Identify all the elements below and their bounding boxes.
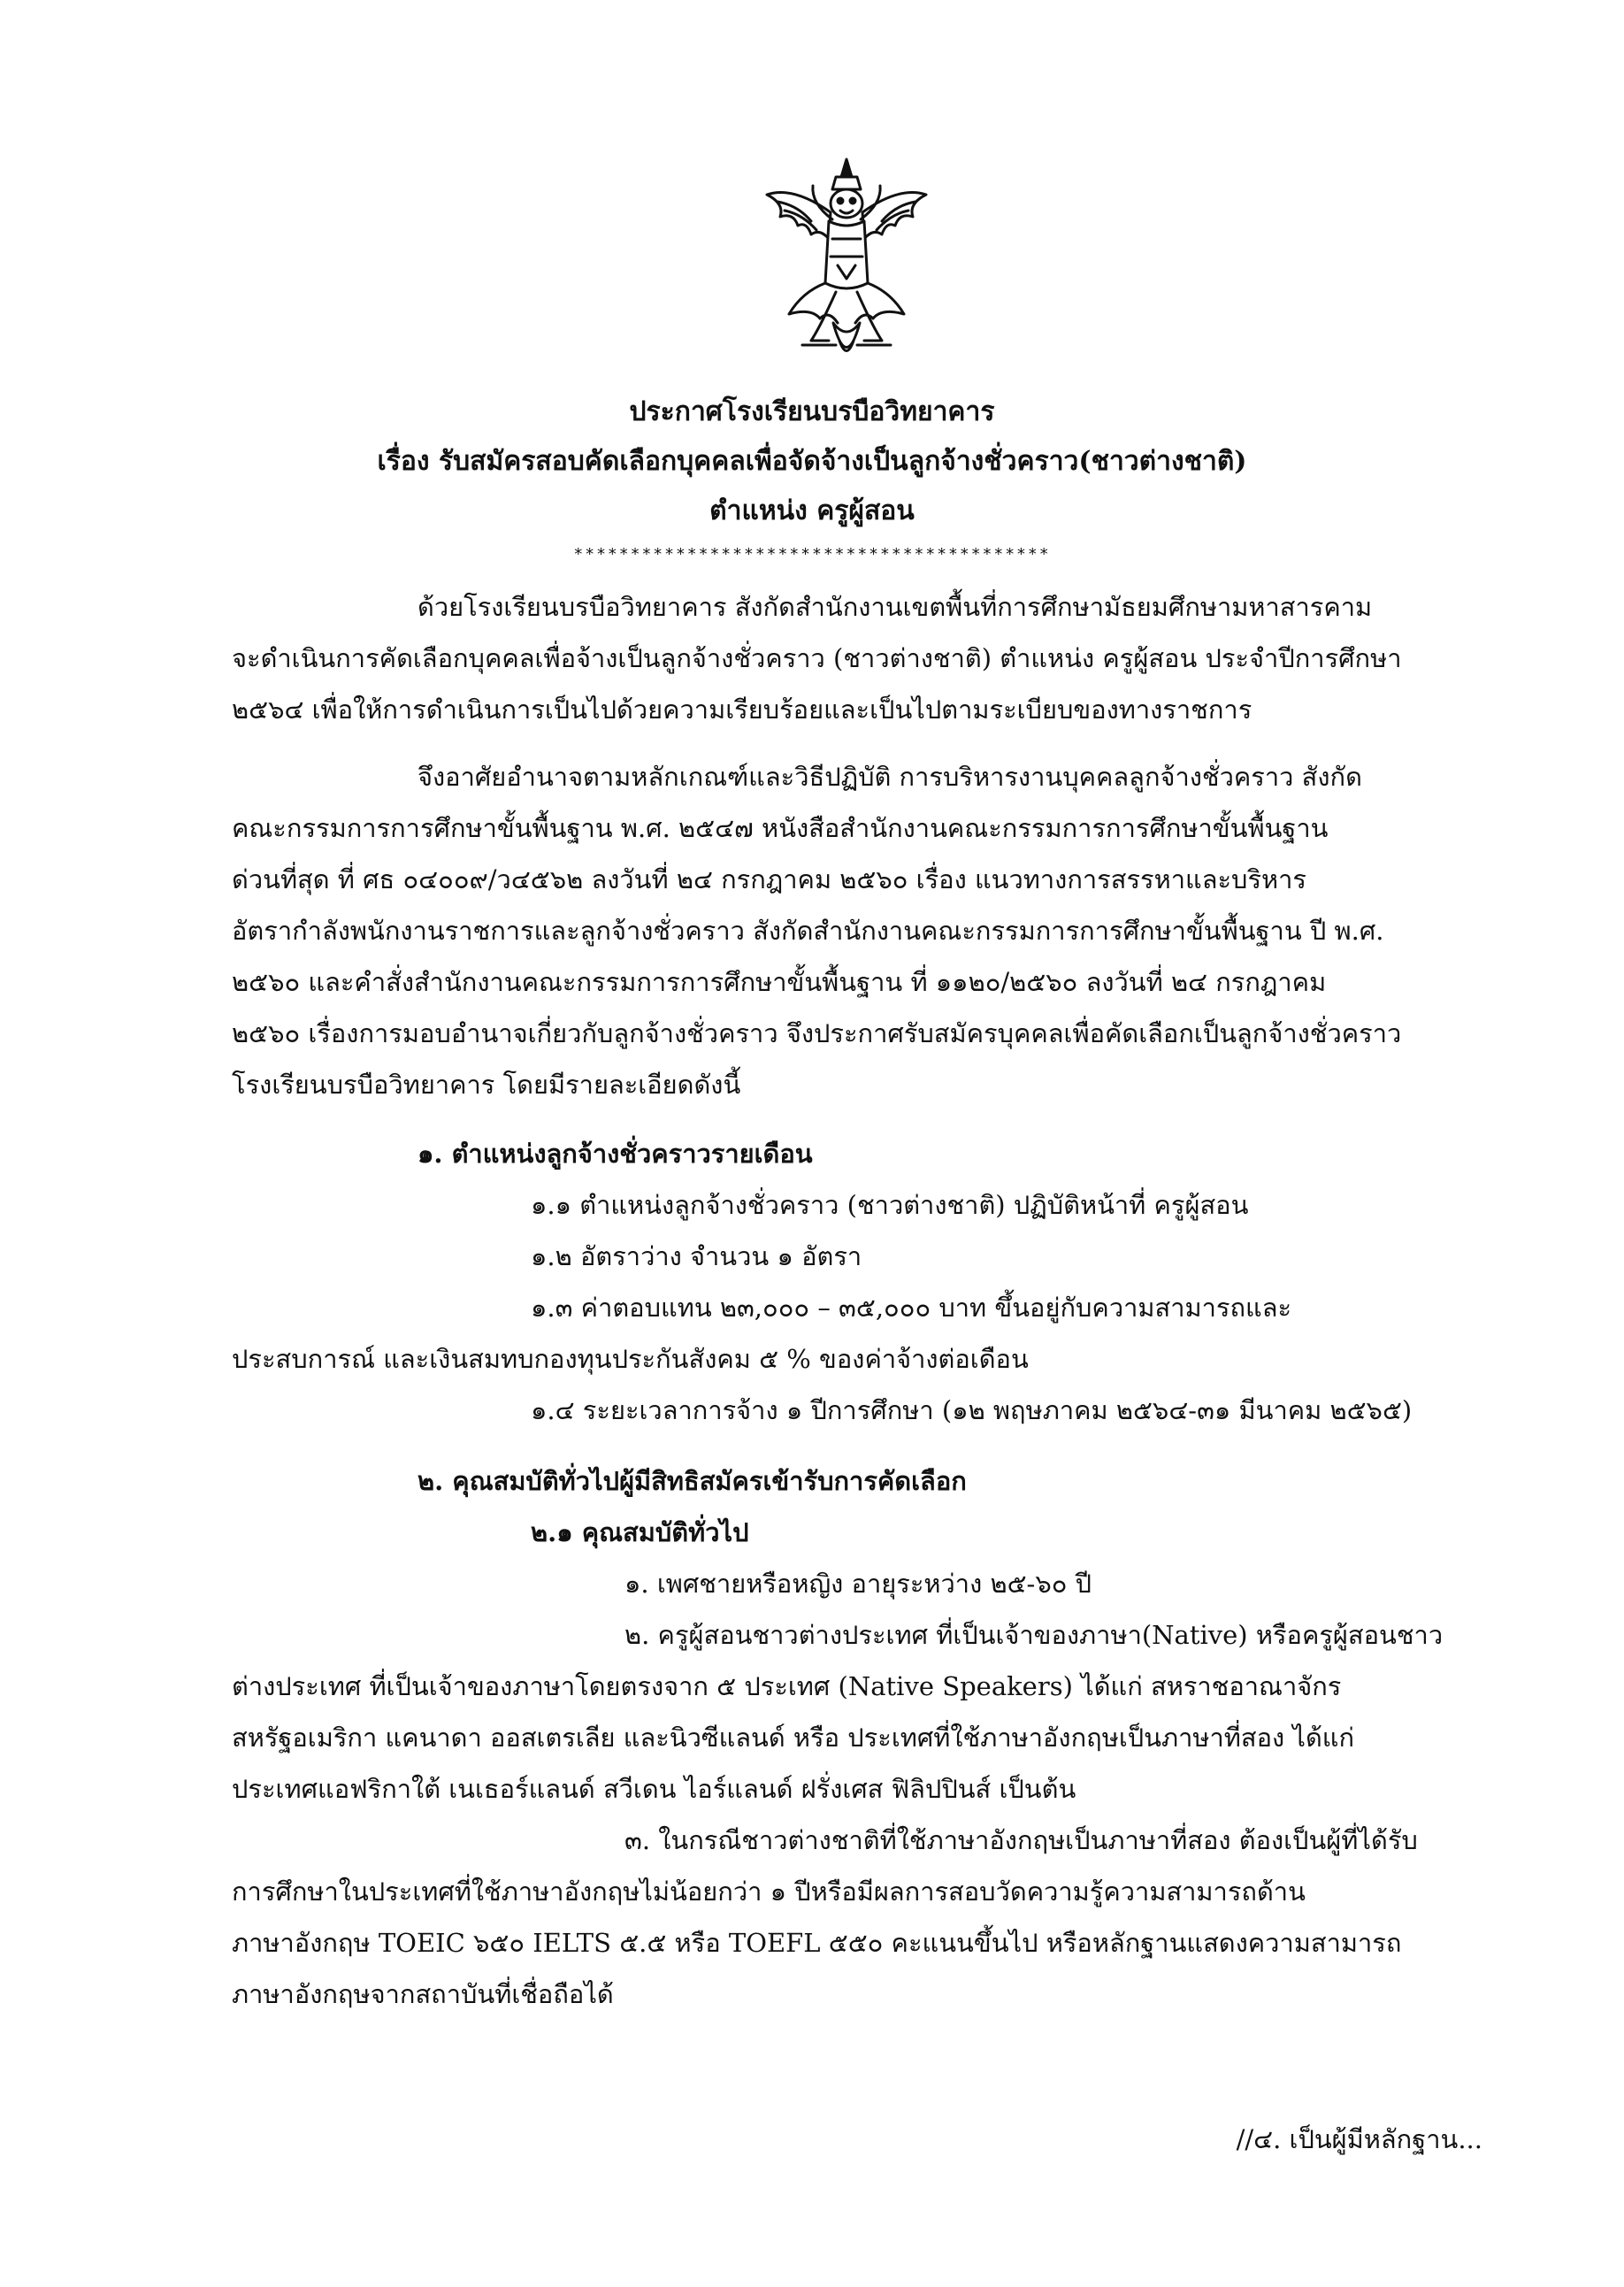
qualification-3-cont-2: ภาษาอังกฤษ TOEIC ๖๕๐ IELTS ๕.๕ หรือ TOEFL ๕๕๐ คะแนนขึ้นไป หรือหลักฐานแสดงความสามารถ bbox=[232, 1928, 1402, 1958]
authority-line-7: โรงเรียนบรบือวิทยาคาร โดยมีรายละเอียดดังนี้ bbox=[232, 1070, 741, 1100]
qualification-3-cont-3: ภาษาอังกฤษจากสถาบันที่เชื่อถือได้ bbox=[232, 1979, 614, 2009]
section-1-item-1: ๑.๑ ตำแหน่งลูกจ้างชั่วคราว (ชาวต่างชาติ) ปฏิบัติหน้าที่ ครูผู้สอน bbox=[531, 1190, 1249, 1220]
authority-line-3: ด่วนที่สุด ที่ ศธ ๐๔๐๐๙/ว๔๕๖๒ ลงวันที่ ๒๔ กรกฎาคม ๒๕๖๐ เรื่อง แนวทางการสรรหาและบริหาร bbox=[232, 864, 1306, 894]
qualification-2-cont-1: ต่างประเทศ ที่เป็นเจ้าของภาษาโดยตรงจาก ๕ ประเทศ (Native Speakers) ได้แก่ สหราชอาณาจักร bbox=[232, 1671, 1342, 1701]
continuation-note: //๔. เป็นผู้มีหลักฐาน... bbox=[1236, 2124, 1482, 2154]
garuda-emblem-icon bbox=[758, 150, 935, 380]
announcement-subject: เรื่อง รับสมัครสอบคัดเลือกบุคคลเพื่อจัดจ้างเป็นลูกจ้างชั่วคราว(ชาวต่างชาติ) bbox=[377, 446, 1247, 477]
intro-line-2: จะดำเนินการคัดเลือกบุคคลเพื่อจ้างเป็นลูกจ้างชั่วคราว (ชาวต่างชาติ) ตำแหน่ง ครูผู้สอน ประจำปีการศึกษา bbox=[232, 643, 1402, 673]
separator-line: ****************************************** bbox=[573, 545, 1051, 564]
authority-line-2: คณะกรรมการการศึกษาขั้นพื้นฐาน พ.ศ. ๒๕๔๗ หนังสือสำนักงานคณะกรรมการการศึกษาขั้นพื้นฐาน bbox=[232, 813, 1329, 843]
authority-line-5: ๒๕๖๐ และคำสั่งสำนักงานคณะกรรมการการศึกษาขั้นพื้นฐาน ที่ ๑๑๒๐/๒๕๖๐ ลงวันที่ ๒๔ กรกฎาคม bbox=[232, 967, 1327, 997]
section-1-item-3-cont: ประสบการณ์ และเงินสมทบกองทุนประกันสังคม ๕ % ของค่าจ้างต่อเดือน bbox=[232, 1344, 1029, 1374]
authority-line-6: ๒๕๖๐ เรื่องการมอบอำนาจเกี่ยวกับลูกจ้างชั่วคราว จึงประกาศรับสมัครบุคคลเพื่อคัดเลือกเป็นลูกจ้างชั่วคราว bbox=[232, 1018, 1402, 1048]
intro-line-1: ด้วยโรงเรียนบรบือวิทยาคาร สังกัดสำนักงานเขตพื้นที่การศึกษามัธยมศึกษามหาสารคาม bbox=[417, 592, 1373, 622]
section-1-item-3: ๑.๓ ค่าตอบแทน ๒๓,๐๐๐ – ๓๕,๐๐๐ บาท ขึ้นอยู่กับความสามารถและ bbox=[531, 1293, 1292, 1323]
qualification-3: ๓. ในกรณีชาวต่างชาติที่ใช้ภาษาอังกฤษเป็นภาษาที่สอง ต้องเป็นผู้ที่ได้รับ bbox=[624, 1825, 1418, 1855]
announcement-title: ประกาศโรงเรียนบรบือวิทยาคาร bbox=[629, 396, 995, 427]
section-1-item-2: ๑.๒ อัตราว่าง จำนวน ๑ อัตรา bbox=[531, 1241, 862, 1271]
section-1-heading: ๑. ตำแหน่งลูกจ้างชั่วคราวรายเดือน bbox=[417, 1139, 813, 1169]
intro-line-3: ๒๕๖๔ เพื่อให้การดำเนินการเป็นไปด้วยความเรียบร้อยและเป็นไปตามระเบียบของทางราชการ bbox=[232, 695, 1252, 725]
qualification-2-cont-3: ประเทศแอฟริกาใต้ เนเธอร์แลนด์ สวีเดน ไอร์แลนด์ ฝรั่งเศส ฟิลิปปินส์ เป็นต้น bbox=[232, 1774, 1076, 1804]
authority-line-1: จึงอาศัยอำนาจตามหลักเกณฑ์และวิธีปฏิบัติ การบริหารงานบุคคลลูกจ้างชั่วคราว สังกัด bbox=[417, 762, 1362, 792]
qualification-2-cont-2: สหรัฐอเมริกา แคนาดา ออสเตรเลีย และนิวซีแลนด์ หรือ ประเทศที่ใช้ภาษาอังกฤษเป็นภาษาที่สอง ได้แก่ bbox=[232, 1723, 1355, 1753]
section-2-heading: ๒. คุณสมบัติทั่วไปผู้มีสิทธิสมัครเข้ารับการคัดเลือก bbox=[417, 1466, 967, 1496]
authority-line-4: อัตรากำลังพนักงานราชการและลูกจ้างชั่วคราว สังกัดสำนักงานคณะกรรมการการศึกษาขั้นพื้นฐาน ปี พ.ศ. bbox=[232, 916, 1384, 946]
qualification-3-cont-1: การศึกษาในประเทศที่ใช้ภาษาอังกฤษไม่น้อยกว่า ๑ ปีหรือมีผลการสอบวัดความรู้ความสามารถด้าน bbox=[232, 1876, 1306, 1907]
qualification-1: ๑. เพศชายหรือหญิง อายุระหว่าง ๒๕-๖๐ ปี bbox=[624, 1569, 1092, 1599]
section-2-subheading: ๒.๑ คุณสมบัติทั่วไป bbox=[531, 1517, 749, 1547]
section-1-item-4: ๑.๔ ระยะเวลาการจ้าง ๑ ปีการศึกษา (๑๒ พฤษภาคม ๒๕๖๔-๓๑ มีนาคม ๒๕๖๕) bbox=[531, 1395, 1413, 1425]
qualification-2: ๒. ครูผู้สอนชาวต่างประเทศ ที่เป็นเจ้าของภาษา(Native) หรือครูผู้สอนชาว bbox=[624, 1620, 1444, 1650]
announcement-position: ตำแหน่ง ครูผู้สอน bbox=[709, 495, 915, 526]
